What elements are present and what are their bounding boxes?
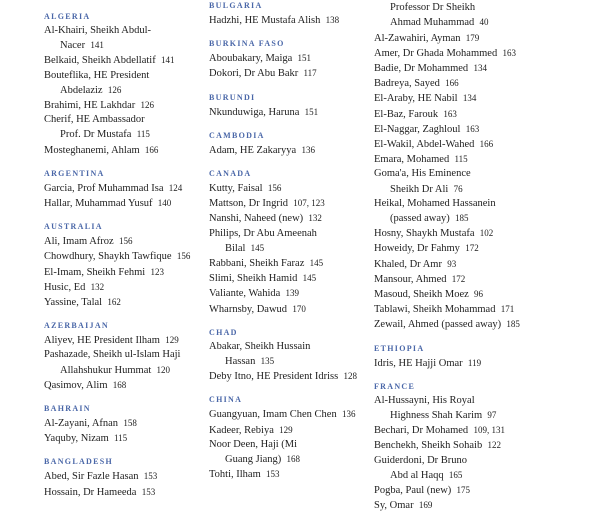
index-entry — [44, 431, 229, 446]
entry-page-number: 141 — [90, 40, 104, 51]
entry-page-number: 156 — [176, 251, 191, 262]
index-entry — [44, 469, 229, 484]
entry-name: Abed, Sir Fazle Hasan — [44, 471, 139, 483]
entry-page-number: 172 — [451, 273, 466, 284]
entry-name: Hosny, Shaykh Mustafa — [374, 228, 475, 240]
index-entry — [209, 227, 394, 256]
entry-page-number: 97 — [487, 410, 497, 421]
entry-page-number: 172 — [465, 243, 479, 254]
entry-page-number: 162 — [107, 297, 121, 308]
entry-page-number: 126 — [140, 100, 155, 111]
entry-name: Valiante, Wahida — [209, 288, 281, 300]
entry-name: Yassine, Talal — [44, 297, 103, 309]
index-entry — [44, 181, 229, 196]
entry-name: Khaled, Dr Amr — [374, 258, 442, 270]
index-entry — [374, 167, 559, 196]
entry-page-number: 156 — [118, 236, 133, 247]
entry-name: Tohti, Ilham — [209, 469, 261, 481]
entry-page-number: 156 — [267, 183, 282, 194]
index-entry — [44, 348, 229, 377]
country-heading: CANADA — [209, 169, 252, 179]
index-entry — [209, 286, 394, 301]
index-entry — [44, 234, 229, 249]
index-entry — [374, 137, 559, 152]
country-section — [44, 11, 229, 158]
index-entry — [44, 113, 229, 142]
entry-name: Mosteghanemi, Ahlam — [44, 144, 140, 156]
entry-page-number: 166 — [144, 144, 159, 155]
entry-page-number: 153 — [266, 469, 280, 480]
entry-name: Qasimov, Alim — [44, 379, 108, 391]
entry-name: Al-Zawahiri, Ayman — [374, 32, 461, 44]
entry-name: Al-Hussayni, His Royal Highness Shah Karim — [374, 394, 483, 422]
entry-page-number: 109, 131 — [473, 425, 505, 436]
index-entry — [209, 271, 394, 286]
entry-page-number: 134 — [473, 63, 487, 74]
index-entry — [374, 0, 559, 31]
entry-page-number: 145 — [309, 258, 324, 269]
entry-page-number: 151 — [297, 53, 312, 64]
country-section — [209, 92, 394, 120]
entry-name: Belkaid, Sheikh Abdellatif — [44, 55, 156, 67]
entry-page-number: 163 — [502, 47, 516, 58]
entry-page-number: 129 — [279, 424, 293, 435]
entry-name: Garcia, Prof Muhammad Isa — [44, 182, 164, 194]
entry-name: Bouteflika, HE President Abdelaziz — [44, 69, 150, 96]
entry-name: Al-Zayani, Afnan — [44, 418, 119, 430]
country-section — [209, 168, 394, 317]
index-column-1 — [44, 11, 229, 510]
entry-name: Abakar, Sheikh Hussain Hassan — [209, 340, 311, 368]
entry-page-number: 102 — [479, 228, 494, 239]
entry-name: Ali, Imam Afroz — [44, 236, 114, 248]
entry-name: Benchekh, Sheikh Sohaib — [374, 440, 483, 452]
entry-page-number: 141 — [160, 55, 175, 66]
entry-name: Nkunduwiga, Haruna — [209, 106, 300, 118]
entry-page-number: 93 — [447, 258, 457, 269]
entry-name: Dokori, Dr Abu Bakr — [209, 68, 299, 80]
index-entry — [374, 302, 559, 317]
entry-name: Idris, HE Hajji Omar — [374, 357, 463, 369]
entry-name: Aliyev, HE President Ilham — [44, 335, 160, 347]
entry-name: Guiderdoni, Dr Bruno Abd al Haqq — [374, 454, 468, 481]
index-entry — [374, 197, 559, 226]
entry-page-number: 132 — [90, 281, 105, 292]
entry-name: Hallar, Muhammad Yusuf — [44, 198, 153, 210]
country-heading: AZERBAIJAN — [44, 321, 110, 331]
entry-page-number: 135 — [260, 356, 275, 367]
entry-name: Kutty, Faisal — [209, 183, 263, 195]
index-entry — [374, 122, 559, 137]
index-entry — [44, 196, 229, 211]
entry-name: Al-Khairi, Sheikh Abdul- Nacer — [44, 25, 152, 52]
entry-name: Tablawi, Sheikh Mohammad — [374, 304, 496, 316]
entry-name: El-Imam, Sheikh Fehmi — [44, 266, 146, 278]
country-heading: ETHIOPIA — [374, 343, 425, 353]
entry-name: Hossain, Dr Hameeda — [44, 486, 137, 498]
entry-page-number: 171 — [500, 304, 515, 315]
entry-name: Nanshi, Naheed (new) — [209, 213, 304, 225]
index-entry — [374, 241, 559, 256]
entry-name: Emara, Mohamed — [374, 154, 450, 166]
entry-name: Slimi, Sheikh Hamid — [209, 273, 298, 285]
entry-page-number: 136 — [301, 144, 315, 155]
entry-page-number: 122 — [487, 440, 501, 451]
entry-page-number: 123 — [150, 266, 164, 277]
index-entry — [209, 407, 394, 422]
entry-name: El-Naggar, Zaghloul — [374, 123, 461, 135]
index-entry — [374, 31, 559, 46]
entry-page-number: 158 — [123, 418, 137, 429]
entry-page-number: 163 — [443, 108, 457, 119]
index-entry — [374, 91, 559, 106]
country-section — [44, 168, 229, 211]
entry-name: Rabbani, Sheikh Faraz — [209, 258, 305, 270]
entry-name: Goma'a, His Eminence Sheikh Dr Ali — [374, 168, 471, 195]
country-heading: CHAD — [209, 327, 238, 337]
index-entry — [44, 98, 229, 113]
entry-name: Hadzhi, HE Mustafa Alish — [209, 15, 321, 26]
country-section — [374, 0, 559, 333]
entry-name: Amer, Dr Ghada Mohammed — [374, 47, 498, 59]
index-entry — [374, 61, 559, 76]
country-heading: ALGERIA — [44, 12, 91, 21]
index-entry — [44, 378, 229, 393]
entry-page-number: 139 — [285, 288, 300, 299]
country-section — [209, 38, 394, 81]
entry-page-number: 115 — [114, 433, 128, 444]
index-entry — [209, 143, 394, 158]
entry-name: Heikal, Mohamed Hassanein (passed away) — [374, 197, 496, 225]
entry-name: El-Araby, HE Nabil — [374, 93, 458, 105]
country-heading: ARGENTINA — [44, 168, 105, 178]
entry-name: Noor Deen, Haji (Mi Guang Jiang) — [209, 438, 298, 466]
country-section — [209, 394, 394, 482]
index-entry — [209, 423, 394, 438]
index-entry — [209, 196, 394, 211]
entry-page-number: 168 — [112, 379, 127, 390]
country-section — [209, 0, 394, 28]
entry-page-number: 169 — [418, 500, 433, 511]
entry-page-number: 166 — [479, 139, 494, 150]
entry-name: Pashazade, Sheikh ul-Islam Haji Allahshukur Hummat — [44, 349, 181, 376]
entry-name: Sy, Omar — [374, 500, 414, 512]
index-entry — [374, 226, 559, 241]
entry-name: Aboubakary, Maiga — [209, 53, 293, 65]
entry-page-number: 136 — [341, 409, 356, 420]
entry-page-number: 40 — [479, 17, 489, 28]
entry-page-number: 175 — [456, 485, 471, 496]
entry-page-number: 165 — [448, 469, 463, 480]
country-heading: BANGLADESH — [44, 457, 114, 467]
country-section — [44, 320, 229, 393]
index-entry — [374, 272, 559, 287]
index-entry — [209, 181, 394, 196]
country-section — [44, 403, 229, 446]
entry-name: Wharnsby, Dawud — [209, 303, 288, 315]
index-column-3 — [374, 0, 559, 524]
entry-page-number: 153 — [141, 486, 156, 497]
entry-name: El-Wakil, Abdel-Wahed — [374, 139, 475, 151]
country-section — [44, 221, 229, 310]
entry-page-number: 138 — [325, 15, 340, 25]
entry-page-number: 170 — [292, 303, 306, 314]
entry-page-number: 151 — [304, 106, 319, 117]
entry-name: Husic, Ed — [44, 281, 86, 293]
index-entry — [374, 356, 559, 371]
entry-page-number: 117 — [303, 68, 317, 79]
index-entry — [374, 423, 559, 438]
index-entry — [44, 53, 229, 68]
entry-name: Adam, HE Zakaryya — [209, 144, 297, 156]
index-entry — [44, 24, 229, 53]
entry-page-number: 145 — [250, 242, 265, 253]
entry-name: Chowdhury, Shaykh Tawfique — [44, 251, 172, 263]
entry-page-number: 134 — [462, 93, 477, 104]
index-entry — [374, 317, 559, 332]
country-heading: AUSTRALIA — [44, 222, 103, 232]
entry-page-number: 128 — [343, 371, 357, 382]
entry-name: Professor Dr Sheikh Ahmad Muhammad — [390, 2, 476, 29]
index-entry — [374, 394, 559, 423]
entry-name: Howeidy, Dr Fahmy — [374, 243, 460, 255]
country-heading: CHINA — [209, 395, 243, 405]
index-entry — [44, 69, 229, 98]
entry-name: Guangyuan, Imam Chen Chen — [209, 409, 337, 421]
country-heading: CAMBODIA — [209, 130, 265, 140]
entry-page-number: 107, 123 — [293, 198, 325, 209]
entry-page-number: 140 — [157, 198, 172, 209]
entry-page-number: 163 — [465, 123, 480, 134]
entry-page-number: 153 — [143, 471, 158, 482]
index-entry — [44, 416, 229, 431]
entry-name: Kadeer, Rebiya — [209, 424, 274, 436]
index-entry — [44, 485, 229, 500]
entry-page-number: 96 — [474, 289, 484, 300]
index-entry — [374, 107, 559, 122]
entry-page-number: 185 — [506, 319, 520, 330]
entry-name: Deby Itno, HE President Idriss — [209, 371, 339, 383]
index-entry — [44, 280, 229, 295]
index-entry — [209, 467, 394, 482]
index-entry — [44, 333, 229, 348]
index-entry — [209, 13, 394, 28]
index-entry — [209, 211, 394, 226]
entry-name: Badie, Dr Mohammed — [374, 63, 469, 75]
entry-page-number: 132 — [308, 213, 322, 224]
entry-name: Cherif, HE Ambassador Prof. Dr Mustafa — [44, 114, 145, 141]
entry-page-number: 168 — [286, 454, 301, 465]
index-entry — [209, 302, 394, 317]
index-entry — [209, 105, 394, 120]
entry-name: Mattson, Dr Ingrid — [209, 198, 289, 210]
entry-page-number: 126 — [107, 84, 122, 95]
entry-name: Pogba, Paul (new) — [374, 485, 452, 497]
index-entry — [209, 438, 394, 467]
entry-name: El-Baz, Farouk — [374, 108, 439, 120]
entry-page-number: 185 — [455, 213, 469, 224]
entry-page-number: 124 — [168, 182, 183, 193]
entry-name: Brahimi, HE Lakhdar — [44, 100, 136, 112]
entry-page-number: 119 — [467, 357, 482, 368]
entry-name: Bechari, Dr Mohamed — [374, 425, 469, 437]
entry-page-number: 166 — [445, 78, 459, 89]
index-entry — [209, 369, 394, 384]
entry-name: Mansour, Ahmed — [374, 273, 447, 285]
country-heading: FRANCE — [374, 381, 416, 391]
entry-page-number: 179 — [465, 32, 480, 43]
index-entry — [374, 498, 559, 513]
entry-name: Badreya, Sayed — [374, 78, 440, 90]
index-entry — [374, 454, 559, 483]
index-entry — [209, 256, 394, 271]
index-entry — [374, 152, 559, 167]
index-entry — [374, 76, 559, 91]
index-entry — [374, 287, 559, 302]
index-entry — [374, 438, 559, 453]
entry-page-number: 129 — [165, 335, 179, 346]
entry-name: Yaquby, Nizam — [44, 433, 109, 445]
index-entry — [209, 51, 394, 66]
country-section — [44, 456, 229, 499]
index-entry — [374, 257, 559, 272]
index-entry — [209, 340, 394, 369]
index-entry — [44, 265, 229, 280]
index-entry — [209, 66, 394, 81]
country-section — [209, 130, 394, 158]
entry-page-number: 120 — [156, 364, 171, 375]
country-heading: BAHRAIN — [44, 404, 91, 414]
entry-name: Philips, Dr Abu Ameenah Bilal — [209, 227, 317, 254]
index-entry — [374, 483, 559, 498]
country-section — [209, 327, 394, 385]
country-heading: BURUNDI — [209, 92, 256, 102]
entry-page-number: 76 — [453, 183, 463, 194]
entry-page-number: 115 — [136, 129, 150, 140]
entry-page-number: 145 — [302, 273, 317, 284]
index-entry — [44, 143, 229, 158]
country-heading: BURKINA FASO — [209, 39, 285, 49]
index-entry — [44, 295, 229, 310]
country-heading: BULGARIA — [209, 1, 263, 10]
country-section — [374, 381, 559, 514]
country-section — [374, 343, 559, 371]
index-column-2 — [209, 0, 394, 492]
entry-page-number: 115 — [454, 154, 468, 165]
entry-name: Masoud, Sheikh Moez — [374, 289, 469, 301]
entry-name: Zewail, Ahmed (passed away) — [374, 319, 502, 331]
index-entry — [44, 249, 229, 264]
index-entry — [374, 46, 559, 61]
